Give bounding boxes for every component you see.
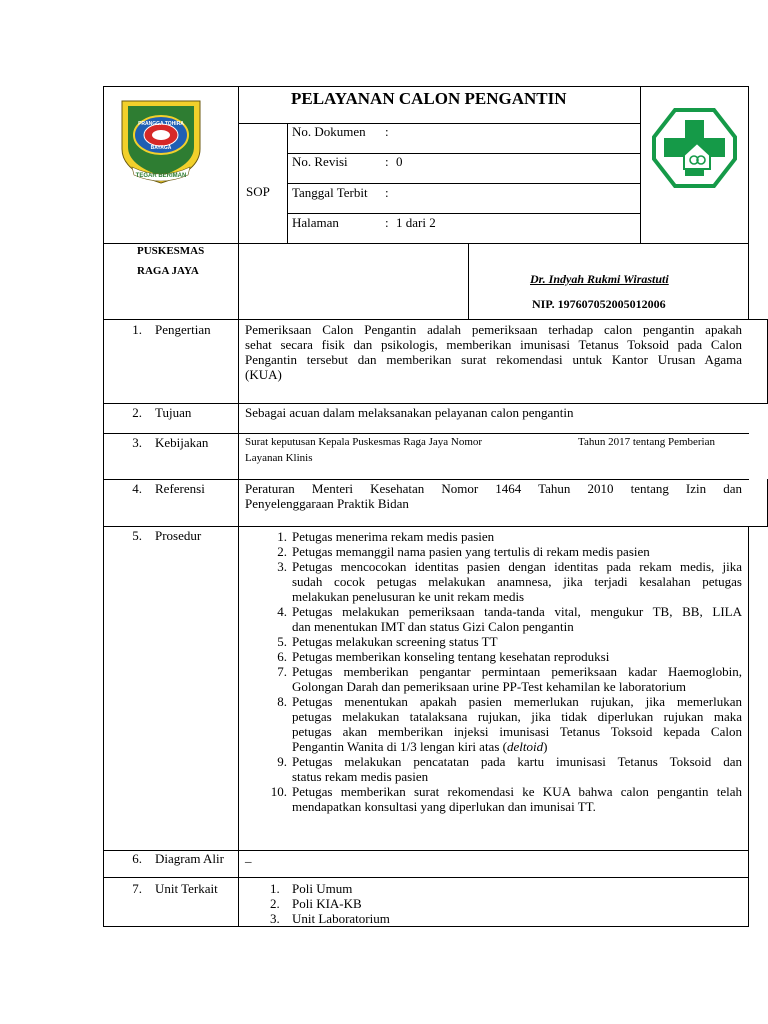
step-number: 2. [277, 544, 287, 559]
field-value-no-revisi: 0 [396, 154, 403, 169]
section-label-prosedur: Prosedur [155, 528, 202, 543]
section-number: 6. [132, 851, 142, 866]
section-label-unit-terkait: Unit Terkait [155, 881, 218, 896]
prosedur-step [245, 529, 742, 544]
step-line: status rekam medis pasien [292, 769, 429, 784]
step-line-italic-term: deltoid [506, 739, 544, 754]
pengertian-line: (KUA) [245, 367, 282, 382]
unit-item: Unit Laboratorium [292, 911, 390, 926]
signer-name: Dr. Indyah Rukmi Wirastuti [530, 272, 669, 286]
step-line: Golongan Darah dan pemeriksaan urine PP-Test kehamilan ke laboratorium [292, 679, 687, 694]
step-line: Petugas memanggil nama pasien yang tertulis di rekam medis pasien [292, 544, 650, 559]
prosedur-step [245, 664, 742, 694]
unit-item-number: 1. [270, 881, 280, 896]
prosedur-steps-list [245, 529, 742, 814]
step-number: 1. [277, 529, 287, 544]
step-number: 5. [277, 634, 287, 649]
org-name-line-1: PUSKESMAS [137, 245, 205, 257]
emblem-motto-text: TEGAR BERIMAN [135, 173, 187, 179]
step-line: Petugas memberikan konseling tentang kesehatan reproduksi [292, 649, 610, 664]
emblem-inner-text: PRANGGA TOHIRA [138, 121, 184, 127]
field-value-halaman: 1 dari 2 [396, 215, 436, 230]
prosedur-step [245, 544, 742, 559]
field-sep: : [385, 185, 389, 200]
pengertian-text [245, 322, 742, 382]
step-line: petugas melakukan tatalaksana rujukan, jika tidak diperlukan rujukan maka [292, 709, 742, 724]
regency-shield-emblem-icon [118, 97, 204, 185]
step-line: petugas akan memberikan injeksi imunisasi Tetanus Toksoid kepada Calon [292, 724, 742, 739]
step-number: 9. [277, 754, 287, 769]
step-line: dan menentukan IMT dan status Gizi Calon pengantin [292, 619, 574, 634]
field-sep: : [385, 124, 389, 139]
section-number: 3. [132, 435, 142, 450]
field-label-no-revisi: No. Revisi [292, 154, 348, 169]
step-line: Petugas memberikan surat rekomendasi ke KUA bahwa calon pengantin telah [292, 784, 742, 799]
diagram-alir-placeholder: _ [245, 849, 252, 864]
sop-label: SOP [246, 184, 270, 199]
kebijakan-text-b: Tahun 2017 tentang Pemberian [578, 436, 716, 448]
org-name-line-2: RAGA JAYA [137, 265, 199, 277]
step-line-text: Pengantin Wanita di 1/3 lengan kiri atas ( [292, 739, 507, 754]
step-line: Petugas melakukan screening status TT [292, 634, 498, 649]
section-number: 2. [132, 405, 142, 420]
section-number: 4. [132, 481, 142, 496]
section-number: 7. [132, 881, 142, 896]
referensi-line: Peraturan Menteri Kesehatan Nomor 1464 Tahun 2010 tentang Izin dan [245, 481, 742, 496]
kebijakan-text-a: Surat keputusan Kepala Puskesmas Raga Jaya Nomor [245, 436, 483, 448]
section-label-referensi: Referensi [155, 481, 205, 496]
section-label-tujuan: Tujuan [155, 405, 192, 420]
field-label-halaman: Halaman [292, 215, 339, 230]
field-label-no-dokumen: No. Dokumen [292, 124, 366, 139]
referensi-line: Penyelenggaraan Praktik Bidan [245, 496, 409, 511]
field-label-tanggal-terbit: Tanggal Terbit [292, 185, 368, 200]
step-line: Petugas menentukan apakah pasien memerlukan rujukan, jika memerlukan [292, 694, 742, 709]
section-label-diagram-alir: Diagram Alir [155, 851, 224, 866]
section-label-kebijakan: Kebijakan [155, 435, 209, 450]
step-line: Petugas melakukan pemeriksaan tanda-tanda vital, mengukur TB, BB, LILA [292, 604, 742, 619]
step-line: Petugas menerima rekam medis pasien [292, 529, 495, 544]
unit-item: Poli Umum [292, 881, 353, 896]
prosedur-step [245, 559, 742, 604]
field-sep: : [385, 215, 389, 230]
prosedur-step [245, 634, 742, 649]
step-line: sudah cocok petugas melakukan anamnesa, jika terjadi kesalahan petugas [292, 574, 742, 589]
step-number: 10. [270, 784, 287, 799]
step-line: Petugas mencocokan identitas pasien dengan identitas pada rekam medis, jika [292, 559, 742, 574]
step-line: Petugas melakukan pencatatan pada kartu imunisasi Tetanus Toksoid dan [292, 754, 742, 769]
unit-item: Poli KIA-KB [292, 896, 362, 911]
pengertian-line: sehat secara fisik dan psikologis, memberikan imunisasi Tetanus Toksoid pada Calon [245, 337, 742, 352]
step-number: 8. [277, 694, 287, 709]
step-line [292, 739, 742, 754]
prosedur-step [245, 604, 742, 634]
section-label-pengertian: Pengertian [155, 322, 211, 337]
emblem-inner-text-2: BAYAGA [150, 145, 172, 151]
step-number: 6. [277, 649, 287, 664]
step-number: 3. [277, 559, 287, 574]
pengertian-line: Pengantin tersebut dan memberikan surat rekomendasi untuk Kantor Urusan Agama [245, 352, 742, 367]
section-number: 1. [132, 322, 142, 337]
tujuan-text: Sebagai acuan dalam melaksanakan pelayanan calon pengantin [245, 405, 574, 420]
document-title: PELAYANAN CALON PENGANTIN [291, 89, 567, 108]
field-sep: : [385, 154, 389, 169]
regency-emblem-logo [118, 97, 204, 185]
step-line: mendapatkan konsultasi yang diperlukan dan imunisai TT. [292, 799, 596, 814]
prosedur-step [245, 649, 742, 664]
step-line-text: ) [543, 739, 548, 754]
prosedur-step [245, 784, 742, 814]
step-number: 7. [277, 664, 287, 679]
puskesmas-cross-logo-icon [651, 107, 738, 189]
puskesmas-logo [651, 107, 738, 189]
prosedur-step [245, 754, 742, 784]
unit-item-number: 2. [270, 896, 280, 911]
unit-item-number: 3. [270, 911, 280, 926]
step-line: melakukan penelusuran ke unit rekam medis [292, 589, 525, 604]
kebijakan-text-line-2: Layanan Klinis [245, 452, 313, 464]
referensi-text [245, 481, 742, 511]
pengertian-line: Pemeriksaan Calon Pengantin adalah pemeriksaan terhadap calon pengantin apakah [245, 322, 742, 337]
prosedur-step [245, 694, 742, 754]
step-line: Petugas memberikan pengantar permintaan pemeriksaan kadar Haemoglobin, [292, 664, 742, 679]
step-number: 4. [277, 604, 287, 619]
signer-nip: NIP. 197607052005012006 [532, 297, 666, 311]
section-number: 5. [132, 528, 142, 543]
